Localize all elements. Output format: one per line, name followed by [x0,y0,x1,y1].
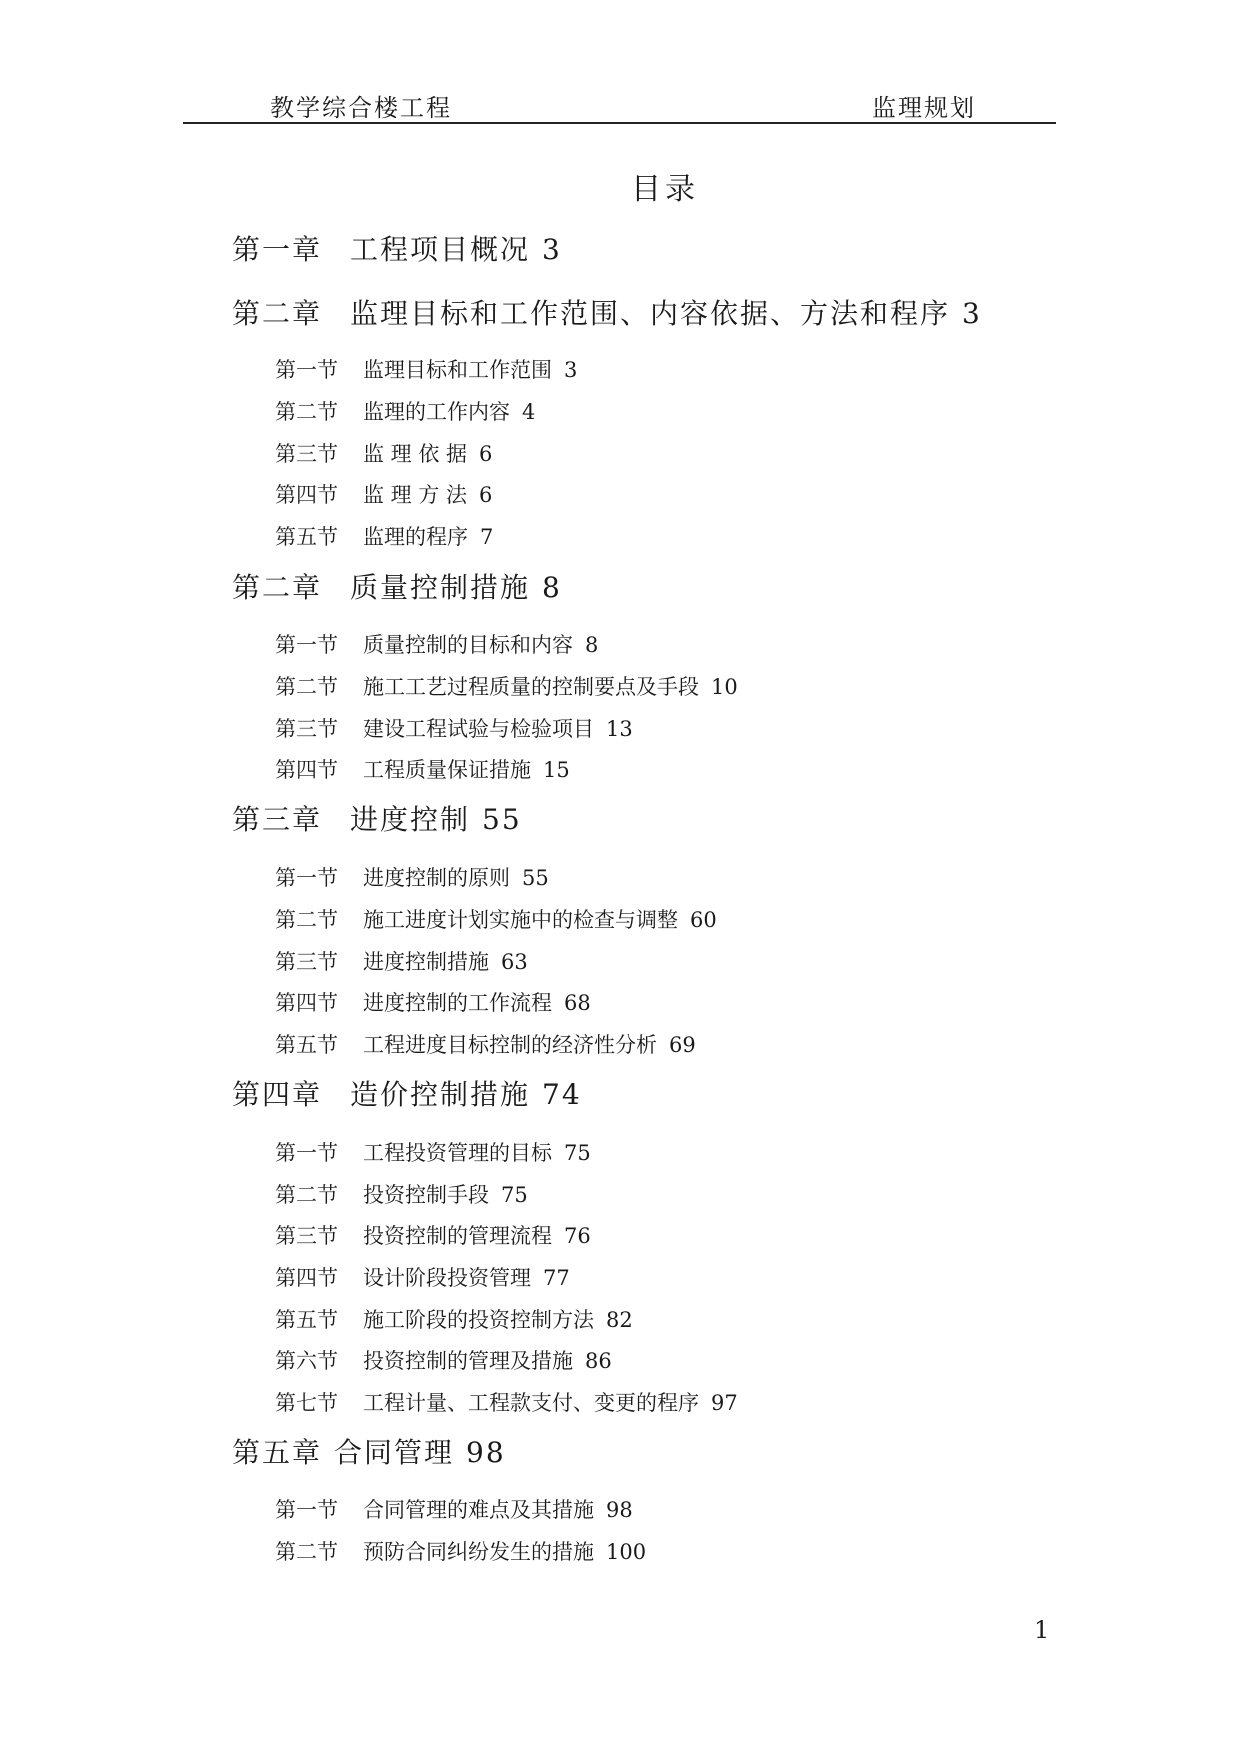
page-number: 98 [606,1498,633,1522]
section-number: 第五节 [275,525,338,549]
page-number: 60 [690,908,717,932]
section-number: 第一节 [275,1141,338,1165]
page-number: 98 [466,1436,506,1469]
chapter-title: 监理目标和工作范围、内容依据、方法和程序 [350,297,951,330]
toc-chapter-entry[interactable] [232,292,982,332]
page-number: 63 [501,950,528,974]
page-number: 69 [669,1033,696,1057]
toc-section-entry[interactable] [275,1179,528,1209]
section-title: 监理目标和工作范围 [363,358,552,382]
toc-section-entry[interactable] [275,629,598,659]
header-project-name: 教学综合楼工程 [270,94,452,122]
toc-section-entry[interactable] [275,1029,696,1059]
chapter-number: 第二章 [232,571,323,604]
page-number: 74 [542,1078,582,1111]
toc-section-entry[interactable] [275,946,528,976]
chapter-title: 造价控制措施 [350,1078,531,1111]
chapter-number: 第四章 [232,1078,323,1111]
section-title: 进度控制的原则 [363,866,510,890]
page-number: 86 [585,1349,612,1373]
toc-section-entry[interactable] [275,713,633,743]
section-number: 第三节 [275,1224,338,1248]
section-title: 工程进度目标控制的经济性分析 [363,1033,657,1057]
section-title: 监理的程序 [363,525,468,549]
section-number: 第三节 [275,717,338,741]
page-number: 97 [711,1391,738,1415]
chapter-title: 进度控制 [350,803,471,836]
page-number: 68 [564,991,591,1015]
section-number: 第二节 [275,908,338,932]
section-number: 第四节 [275,1266,338,1290]
section-number: 第三节 [275,442,338,466]
section-number: 第二节 [275,400,338,424]
toc-chapter-entry[interactable] [232,1073,582,1113]
page-number: 76 [564,1224,591,1248]
page-number: 15 [543,758,570,782]
section-title: 工程投资管理的目标 [363,1141,552,1165]
section-number: 第四节 [275,758,338,782]
header-rule [183,122,1056,124]
page-number: 13 [606,717,633,741]
section-title: 投资控制的管理及措施 [363,1349,573,1373]
section-title: 监理的工作内容 [363,400,510,424]
page-number: 8 [542,571,562,604]
page-number: 55 [522,866,549,890]
toc-section-entry[interactable] [275,987,591,1017]
page-number: 55 [482,803,522,836]
toc-section-entry[interactable] [275,438,492,468]
toc-section-entry[interactable] [275,904,717,934]
section-number: 第五节 [275,1033,338,1057]
toc-section-entry[interactable] [275,1220,591,1250]
toc-title: 目录 [631,172,699,207]
chapter-title: 质量控制措施 [350,571,531,604]
page-number: 77 [543,1266,570,1290]
toc-section-entry[interactable] [275,671,738,701]
section-number: 第六节 [275,1349,338,1373]
page-number: 3 [542,233,562,266]
chapter-number: 第二章 [232,297,323,330]
chapter-number: 第一章 [232,233,323,266]
section-number: 第一节 [275,633,338,657]
footer-page-number: 1 [1034,1616,1050,1644]
section-title: 投资控制手段 [363,1183,489,1207]
section-title: 进度控制的工作流程 [363,991,552,1015]
toc-section-entry[interactable] [275,1387,738,1417]
toc-section-entry[interactable] [275,1345,612,1375]
toc-chapter-entry[interactable] [232,228,562,268]
section-number: 第一节 [275,358,338,382]
page-number: 6 [479,442,493,466]
section-number: 第三节 [275,950,338,974]
section-title: 施工进度计划实施中的检查与调整 [363,908,678,932]
chapter-title: 合同管理 [334,1436,455,1469]
section-number: 第二节 [275,675,338,699]
toc-section-entry[interactable] [275,1262,570,1292]
toc-chapter-entry[interactable] [232,566,562,606]
toc-chapter-entry[interactable] [232,1431,506,1471]
page-number: 6 [479,483,493,507]
section-title: 合同管理的难点及其措施 [363,1498,594,1522]
page-number: 8 [585,633,599,657]
page-number: 3 [962,297,982,330]
toc-section-entry[interactable] [275,862,549,892]
section-title: 工程质量保证措施 [363,758,531,782]
section-title: 工程计量、工程款支付、变更的程序 [363,1391,699,1415]
section-title: 设计阶段投资管理 [363,1266,531,1290]
chapter-number: 第五章 [232,1436,323,1469]
header-document-type: 监理规划 [872,94,976,122]
section-title: 进度控制措施 [363,950,489,974]
page-number: 100 [606,1540,647,1564]
section-title: 监 理 依 据 [363,442,468,466]
section-title: 建设工程试验与检验项目 [363,717,594,741]
toc-chapter-entry[interactable] [232,798,522,838]
toc-section-entry[interactable] [275,1304,633,1334]
section-number: 第一节 [275,866,338,890]
page-number: 4 [522,400,536,424]
toc-section-entry[interactable] [275,1137,591,1167]
section-number: 第二节 [275,1183,338,1207]
section-title: 投资控制的管理流程 [363,1224,552,1248]
page-number: 10 [711,675,738,699]
page-number: 3 [564,358,578,382]
section-number: 第七节 [275,1391,338,1415]
toc-section-entry[interactable] [275,479,492,509]
toc-section-entry[interactable] [275,396,535,426]
toc-section-entry[interactable] [275,521,493,551]
toc-section-entry[interactable] [275,1536,646,1566]
page-number: 7 [480,525,494,549]
toc-section-entry[interactable] [275,1494,633,1524]
chapter-number: 第三章 [232,803,323,836]
chapter-title: 工程项目概况 [350,233,531,266]
section-title: 质量控制的目标和内容 [363,633,573,657]
section-title: 预防合同纠纷发生的措施 [363,1540,594,1564]
section-number: 第四节 [275,483,338,507]
section-number: 第一节 [275,1498,338,1522]
section-title: 监 理 方 法 [363,483,468,507]
page-number: 75 [501,1183,528,1207]
page-number: 75 [564,1141,591,1165]
section-title: 施工工艺过程质量的控制要点及手段 [363,675,699,699]
section-number: 第四节 [275,991,338,1015]
section-title: 施工阶段的投资控制方法 [363,1308,594,1332]
page-number: 82 [606,1308,633,1332]
toc-section-entry[interactable] [275,354,577,384]
toc-section-entry[interactable] [275,754,570,784]
section-number: 第二节 [275,1540,338,1564]
section-number: 第五节 [275,1308,338,1332]
